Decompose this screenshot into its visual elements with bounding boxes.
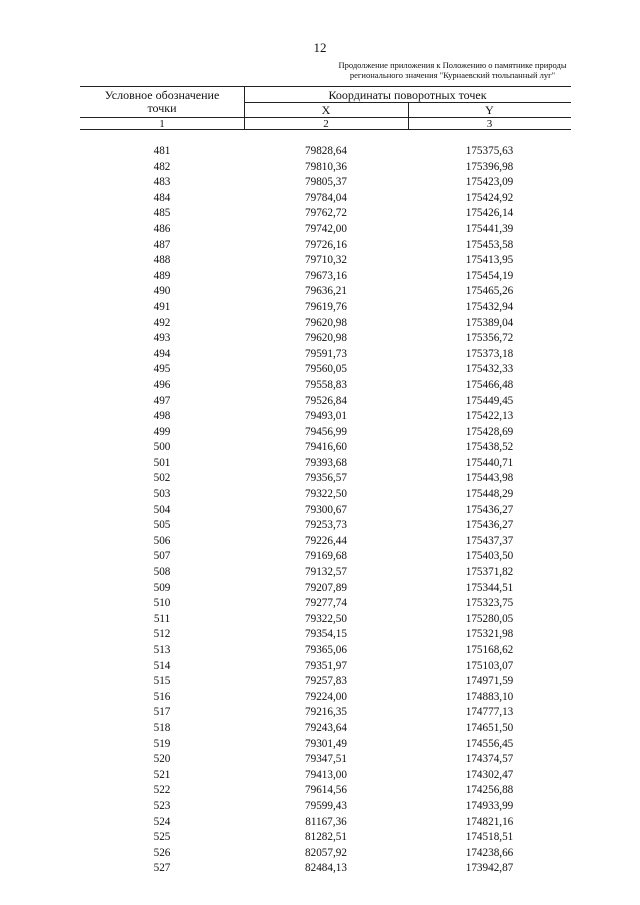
table-row <box>0 705 640 721</box>
table-row <box>0 659 640 675</box>
table-row <box>0 768 640 784</box>
table-row <box>0 487 640 503</box>
y-coordinate: 175280,05 <box>465 612 514 625</box>
point-id: 525 <box>153 831 171 844</box>
y-coordinate: 175344,51 <box>465 581 514 594</box>
point-id: 516 <box>153 690 171 703</box>
y-coordinate: 174238,66 <box>465 846 514 859</box>
table-row <box>0 378 640 394</box>
table-row <box>0 674 640 690</box>
y-coordinate: 174971,59 <box>465 675 514 688</box>
y-coordinate: 175440,71 <box>465 456 514 469</box>
y-coordinate: 175168,62 <box>465 644 514 656</box>
point-id: 520 <box>153 753 171 766</box>
table-row <box>0 206 640 222</box>
x-coordinate: 79742,00 <box>305 222 347 235</box>
table-row <box>0 471 640 487</box>
point-id: 484 <box>153 191 171 204</box>
point-id: 518 <box>153 721 171 734</box>
page-number: 12 <box>313 40 327 55</box>
x-coordinate: 79226,44 <box>305 534 347 547</box>
point-label-header-line-2: точки <box>147 101 177 115</box>
y-coordinate: 175448,29 <box>465 488 514 501</box>
y-coordinate: 175356,72 <box>465 332 514 345</box>
x-coordinate: 79132,57 <box>305 566 347 579</box>
point-id: 485 <box>153 207 171 220</box>
y-coordinate: 174883,10 <box>465 690 514 703</box>
table-row <box>0 690 640 706</box>
coordinates-table-body <box>0 144 640 877</box>
x-coordinate: 79762,72 <box>305 207 347 220</box>
point-id: 513 <box>153 644 171 656</box>
point-id: 494 <box>153 347 171 360</box>
x-coordinate: 79614,56 <box>305 784 347 797</box>
point-id: 500 <box>153 441 171 454</box>
point-label-header-line-1: Условное обозначение <box>104 88 220 102</box>
point-id: 527 <box>153 862 171 875</box>
point-id: 514 <box>153 659 171 672</box>
table-row <box>0 238 640 254</box>
table-row <box>0 191 640 207</box>
x-coordinate: 79253,73 <box>305 519 347 532</box>
y-coordinate: 175432,94 <box>465 300 514 313</box>
x-coordinate: 81167,36 <box>305 815 347 828</box>
y-coordinate: 173942,87 <box>465 862 514 875</box>
y-coordinate: 174556,45 <box>465 737 514 750</box>
y-coordinate: 175466,48 <box>465 378 514 391</box>
table-row <box>0 425 640 441</box>
table-row <box>0 253 640 269</box>
table-row <box>0 799 640 815</box>
point-id: 498 <box>153 410 171 423</box>
x-coordinate: 79456,99 <box>305 425 347 438</box>
y-coordinate: 174518,51 <box>465 831 514 844</box>
table-row <box>0 549 640 565</box>
x-coordinate: 79784,04 <box>305 191 347 204</box>
x-coordinate: 79365,06 <box>305 644 347 656</box>
table-row <box>0 316 640 332</box>
x-coordinate: 79416,60 <box>305 441 347 454</box>
table-row <box>0 581 640 597</box>
point-id: 487 <box>153 238 171 251</box>
x-header: X <box>321 103 331 117</box>
y-coordinate: 175422,13 <box>465 410 514 423</box>
y-coordinate: 175103,07 <box>465 659 514 672</box>
point-id: 517 <box>153 706 171 719</box>
table-row <box>0 518 640 534</box>
x-coordinate: 79277,74 <box>305 597 347 610</box>
y-coordinate: 175321,98 <box>465 628 514 641</box>
point-id: 509 <box>153 581 171 594</box>
point-id: 503 <box>153 488 171 501</box>
point-id: 501 <box>153 456 171 469</box>
table-row <box>0 175 640 191</box>
point-id: 489 <box>153 269 171 282</box>
point-id: 519 <box>153 737 171 750</box>
y-coordinate: 175423,09 <box>465 176 514 189</box>
y-coordinate: 174256,88 <box>465 784 514 797</box>
point-id: 483 <box>153 176 171 189</box>
point-id: 488 <box>153 254 171 267</box>
table-row <box>0 596 640 612</box>
y-coordinate: 175465,26 <box>465 285 514 298</box>
point-id: 521 <box>153 768 171 781</box>
point-id: 524 <box>153 815 171 828</box>
x-coordinate: 79257,83 <box>305 675 347 688</box>
y-coordinate: 175436,27 <box>465 519 514 532</box>
column-number-2: 2 <box>323 118 329 130</box>
y-header: Y <box>485 103 494 117</box>
x-coordinate: 79393,68 <box>305 456 347 469</box>
x-coordinate: 82057,92 <box>305 846 347 859</box>
point-id: 508 <box>153 566 171 579</box>
point-id: 482 <box>153 160 171 173</box>
x-coordinate: 79620,98 <box>305 316 347 329</box>
y-coordinate: 174374,57 <box>465 753 514 766</box>
y-coordinate: 175375,63 <box>465 145 514 157</box>
table-row <box>0 861 640 877</box>
table-row <box>0 394 640 410</box>
y-coordinate: 175436,27 <box>465 503 514 516</box>
y-coordinate: 175437,37 <box>465 534 514 547</box>
x-coordinate: 79560,05 <box>305 363 347 376</box>
table-row <box>0 222 640 238</box>
y-coordinate: 174302,47 <box>465 768 514 781</box>
appendix-note-line-2: регионального значения "Курнаевский тюльпанный луг" <box>349 70 556 80</box>
table-row <box>0 721 640 737</box>
y-coordinate: 175323,75 <box>465 597 514 610</box>
y-coordinate: 175454,19 <box>465 269 514 282</box>
column-number-3: 3 <box>486 118 493 130</box>
table-row <box>0 783 640 799</box>
table-row <box>0 144 640 160</box>
table-row <box>0 160 640 176</box>
x-coordinate: 79591,73 <box>305 347 347 360</box>
table-row <box>0 612 640 628</box>
x-coordinate: 79726,16 <box>305 238 347 251</box>
table-row <box>0 643 640 659</box>
x-coordinate: 79805,37 <box>305 176 347 189</box>
y-coordinate: 175373,18 <box>465 347 514 360</box>
point-id: 481 <box>153 145 171 157</box>
point-id: 497 <box>153 394 171 407</box>
point-id: 493 <box>153 332 171 345</box>
y-coordinate: 175389,04 <box>465 316 514 329</box>
x-coordinate: 79710,32 <box>305 254 347 267</box>
point-id: 496 <box>153 378 171 391</box>
x-coordinate: 79322,50 <box>305 488 347 501</box>
x-coordinate: 79619,76 <box>305 300 347 313</box>
point-id: 512 <box>153 628 171 641</box>
point-id: 522 <box>153 784 171 797</box>
point-id: 510 <box>153 597 171 610</box>
x-coordinate: 79351,97 <box>305 659 347 672</box>
table-row <box>0 534 640 550</box>
x-coordinate: 79300,67 <box>305 503 347 516</box>
table-row <box>0 503 640 519</box>
x-coordinate: 79413,00 <box>305 768 347 781</box>
y-coordinate: 175432,33 <box>465 363 514 376</box>
point-id: 506 <box>153 534 171 547</box>
point-id: 523 <box>153 799 171 812</box>
y-coordinate: 175403,50 <box>465 550 514 563</box>
y-coordinate: 175443,98 <box>465 472 514 485</box>
table-row <box>0 300 640 316</box>
x-coordinate: 79673,16 <box>305 269 347 282</box>
x-coordinate: 79493,01 <box>305 410 347 423</box>
x-coordinate: 82484,13 <box>305 862 347 875</box>
x-coordinate: 79347,51 <box>305 753 347 766</box>
point-id: 492 <box>153 316 171 329</box>
y-coordinate: 174933,99 <box>465 799 514 812</box>
y-coordinate: 175453,58 <box>465 238 514 251</box>
y-coordinate: 175371,82 <box>465 566 514 579</box>
point-id: 495 <box>153 363 171 376</box>
table-row <box>0 269 640 285</box>
y-coordinate: 174651,50 <box>465 721 514 734</box>
x-coordinate: 79810,36 <box>305 160 347 173</box>
table-row <box>0 331 640 347</box>
table-row <box>0 456 640 472</box>
x-coordinate: 79354,15 <box>305 628 347 641</box>
x-coordinate: 79169,68 <box>305 550 347 563</box>
y-coordinate: 175426,14 <box>465 207 514 220</box>
x-coordinate: 79636,21 <box>305 285 347 298</box>
x-coordinate: 81282,51 <box>305 831 347 844</box>
x-coordinate: 79322,50 <box>305 612 347 625</box>
x-coordinate: 79620,98 <box>305 332 347 345</box>
y-coordinate: 175449,45 <box>465 394 514 407</box>
x-coordinate: 79216,35 <box>305 706 347 719</box>
table-row <box>0 627 640 643</box>
x-coordinate: 79301,49 <box>305 737 347 750</box>
table-row <box>0 846 640 862</box>
point-id: 491 <box>153 300 171 313</box>
point-id: 502 <box>153 472 171 485</box>
table-row <box>0 565 640 581</box>
x-coordinate: 79558,83 <box>305 378 347 391</box>
y-coordinate: 175424,92 <box>465 191 514 204</box>
x-coordinate: 79356,57 <box>305 472 347 485</box>
y-coordinate: 175413,95 <box>465 254 514 267</box>
y-coordinate: 174777,13 <box>465 706 514 719</box>
x-coordinate: 79526,84 <box>305 394 347 407</box>
y-coordinate: 174821,16 <box>465 815 514 828</box>
table-row <box>0 347 640 363</box>
x-coordinate: 79224,00 <box>305 690 347 703</box>
point-id: 511 <box>153 612 171 625</box>
x-coordinate: 79599,43 <box>305 799 347 812</box>
x-coordinate: 79828,64 <box>305 145 347 157</box>
table-row <box>0 830 640 846</box>
point-id: 505 <box>153 519 171 532</box>
y-coordinate: 175441,39 <box>465 222 514 235</box>
y-coordinate: 175438,52 <box>465 441 514 454</box>
coords-underline-rule <box>244 102 571 103</box>
header-top-rule <box>80 86 571 87</box>
y-coordinate: 175396,98 <box>465 160 514 173</box>
point-id: 486 <box>153 222 171 235</box>
table-row <box>0 737 640 753</box>
point-id: 526 <box>153 846 171 859</box>
table-row <box>0 362 640 378</box>
column-number-1: 1 <box>159 118 165 130</box>
coordinates-header: Координаты поворотных точек <box>328 88 487 102</box>
table-row <box>0 440 640 456</box>
appendix-note-line-1: Продолжение приложения к Положению о памятнике природы <box>338 60 567 70</box>
appendix-note <box>330 60 575 80</box>
point-id: 499 <box>153 425 171 438</box>
point-id: 507 <box>153 550 171 563</box>
point-id: 490 <box>153 285 171 298</box>
y-coordinate: 175428,69 <box>465 425 514 438</box>
table-row <box>0 752 640 768</box>
table-row <box>0 815 640 831</box>
point-id: 504 <box>153 503 171 516</box>
table-row <box>0 409 640 425</box>
x-coordinate: 79207,89 <box>305 581 347 594</box>
table-row <box>0 284 640 300</box>
x-coordinate: 79243,64 <box>305 721 347 734</box>
point-id: 515 <box>153 675 171 688</box>
